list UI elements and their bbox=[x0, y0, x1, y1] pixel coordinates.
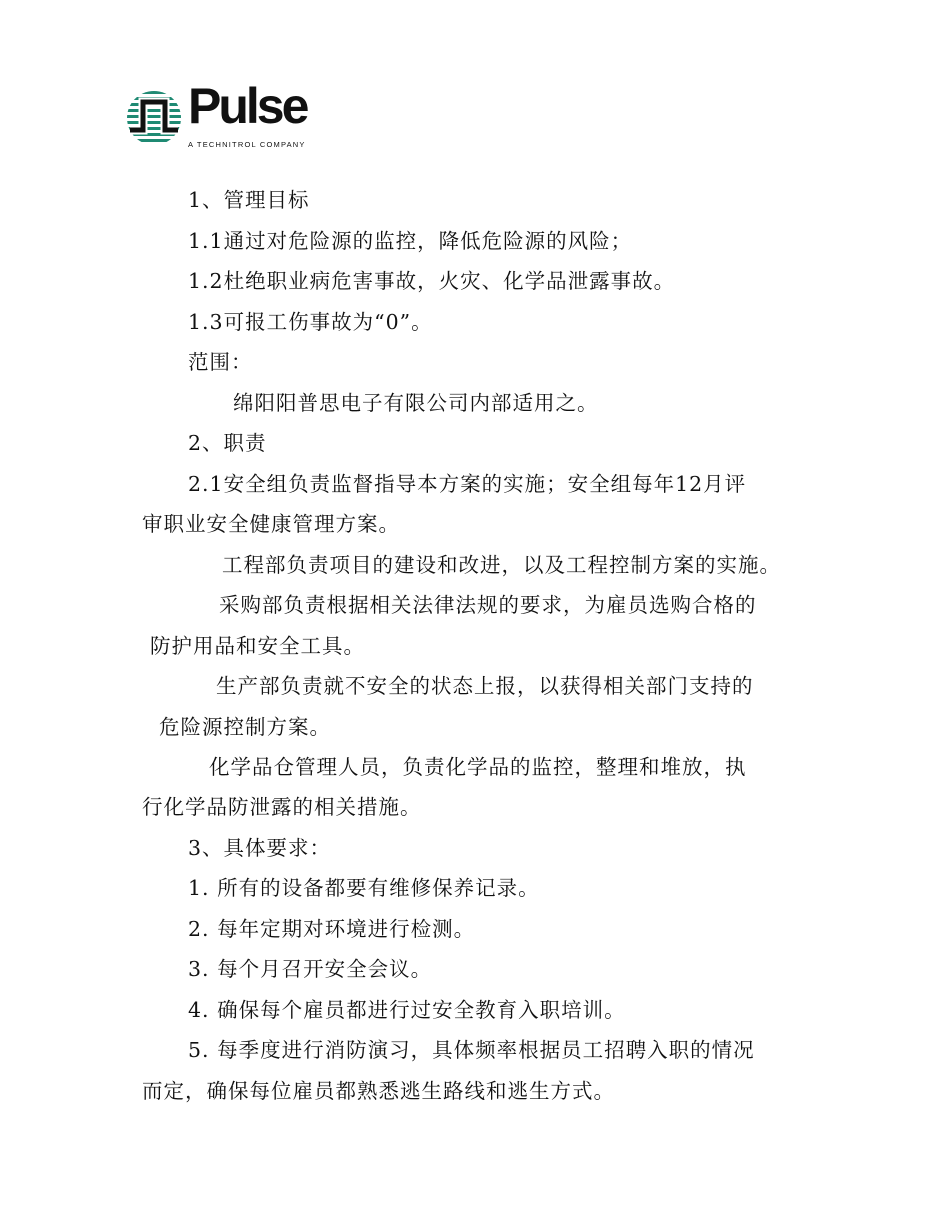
production-duty-line-1: 生产部负责就不安全的状态上报，以获得相关部门支持的 bbox=[216, 674, 754, 698]
requirement-4: 4. 确保每个雇员都进行过安全教育入职培训。 bbox=[188, 998, 626, 1022]
section-2-heading: 2、职责 bbox=[188, 431, 267, 455]
goal-1-3: 1.3可报工伤事故为“0”。 bbox=[188, 310, 433, 334]
pulse-logo bbox=[126, 78, 326, 152]
requirement-5-line-2: 而定，确保每位雇员都熟悉逃生路线和逃生方式。 bbox=[142, 1079, 615, 1103]
scope-text: 绵阳阳普思电子有限公司内部适用之。 bbox=[233, 391, 599, 415]
production-duty-line-2: 危险源控制方案。 bbox=[159, 715, 331, 739]
chemical-duty-line-2: 行化学品防泄露的相关措施。 bbox=[142, 795, 422, 819]
purchasing-duty-line-1: 采购部负责根据相关法律法规的要求，为雇员选购合格的 bbox=[219, 593, 757, 617]
duty-2-1-line-1: 2.1安全组负责监督指导本方案的实施；安全组每年12月评 bbox=[188, 472, 747, 496]
section-1-heading: 1、管理目标 bbox=[188, 188, 310, 212]
section-3-heading: 3、具体要求： bbox=[188, 836, 332, 860]
requirement-3: 3. 每个月召开安全会议。 bbox=[188, 957, 433, 981]
requirement-1: 1. 所有的设备都要有维修保养记录。 bbox=[188, 876, 540, 900]
pulse-logo-mark-icon bbox=[126, 82, 184, 154]
logo-tagline: A TECHNITROL COMPANY bbox=[188, 140, 306, 149]
logo-brand-text: Pulse bbox=[188, 78, 307, 134]
requirement-2: 2. 每年定期对环境进行检测。 bbox=[188, 917, 476, 941]
requirement-5-line-1: 5. 每季度进行消防演习，具体频率根据员工招聘入职的情况 bbox=[188, 1038, 755, 1062]
chemical-duty-line-1: 化学品仓管理人员，负责化学品的监控，整理和堆放，执 bbox=[209, 755, 747, 779]
goal-1-2: 1.2杜绝职业病危害事故，火灾、化学品泄露事故。 bbox=[188, 269, 676, 293]
duty-2-1-line-2: 审职业安全健康管理方案。 bbox=[142, 512, 400, 536]
purchasing-duty-line-2: 防护用品和安全工具。 bbox=[150, 634, 365, 658]
goal-1-1: 1.1通过对危险源的监控，降低危险源的风险； bbox=[188, 229, 633, 253]
scope-label: 范围： bbox=[188, 350, 253, 374]
engineering-duty: 工程部负责项目的建设和改进，以及工程控制方案的实施。 bbox=[222, 553, 781, 577]
